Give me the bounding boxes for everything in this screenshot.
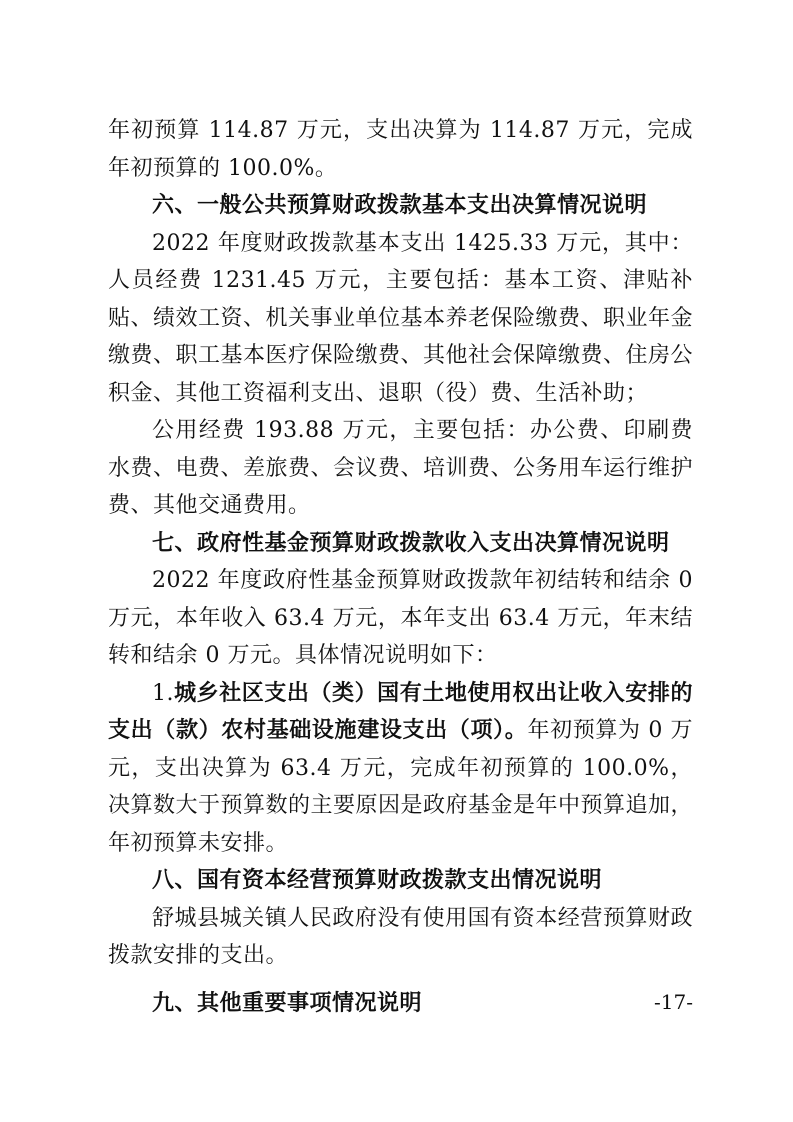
list-item-bold-title: 城乡社区支出（类）国有土地使用权出让收入安排的支出（款）农村基础设施建设支出（项）。 xyxy=(108,680,693,743)
section-heading-9: 九、其他重要事项情况说明 xyxy=(152,990,423,1016)
list-item-number: 1. xyxy=(152,680,174,706)
paragraph-basic-expenditure: 2022 年度财政拨款基本支出 1425.33 万元，其中：人员经费 1231.45 万元，主要包括：基本工资、津贴补贴、绩效工资、机关事业单位基本养老保险缴费、职业年金缴费、职工基本医疗保险缴费、其他社会保障缴费、住房公积金、其他工资福利支出、退职（役）费、生活补助； xyxy=(108,230,694,406)
paragraph-government-fund: 2022 年度政府性基金预算财政拨款年初结转和结余 0 万元，本年收入 63.4 万元，本年支出 63.4 万元，年末结转和结余 0 万元。具体情况说明如下： xyxy=(108,568,693,668)
list-item-1 xyxy=(108,675,693,863)
section-heading-8: 八、国有资本经营预算财政拨款支出情况说明 xyxy=(152,868,603,893)
list-item-text: 年初预算为 0 万元，支出决算为 63.4 万元，完成年初预算的 100.0%，决算数大于预算数的主要原因是政府基金是年中预算追加，年初预算未安排。 xyxy=(108,718,694,856)
page-number: -17- xyxy=(654,990,693,1014)
paragraph-public-expenses: 公用经费 193.88 万元，主要包括：办公费、印刷费水费、电费、差旅费、会议费、培训费、公务用车运行维护费、其他交通费用。 xyxy=(108,418,694,518)
document-body xyxy=(108,112,693,1022)
section-heading-6: 六、一般公共预算财政拨款基本支出决算情况说明 xyxy=(152,193,648,218)
paragraph-state-capital: 舒城县城关镇人民政府没有使用国有资本经营预算财政拨款安排的支出。 xyxy=(108,905,693,968)
paragraph-budget-completion: 年初预算 114.87 万元，支出决算为 114.87 万元，完成年初预算的 100.0%。 xyxy=(108,118,693,181)
section-heading-7: 七、政府性基金预算财政拨款收入支出决算情况说明 xyxy=(152,530,670,556)
